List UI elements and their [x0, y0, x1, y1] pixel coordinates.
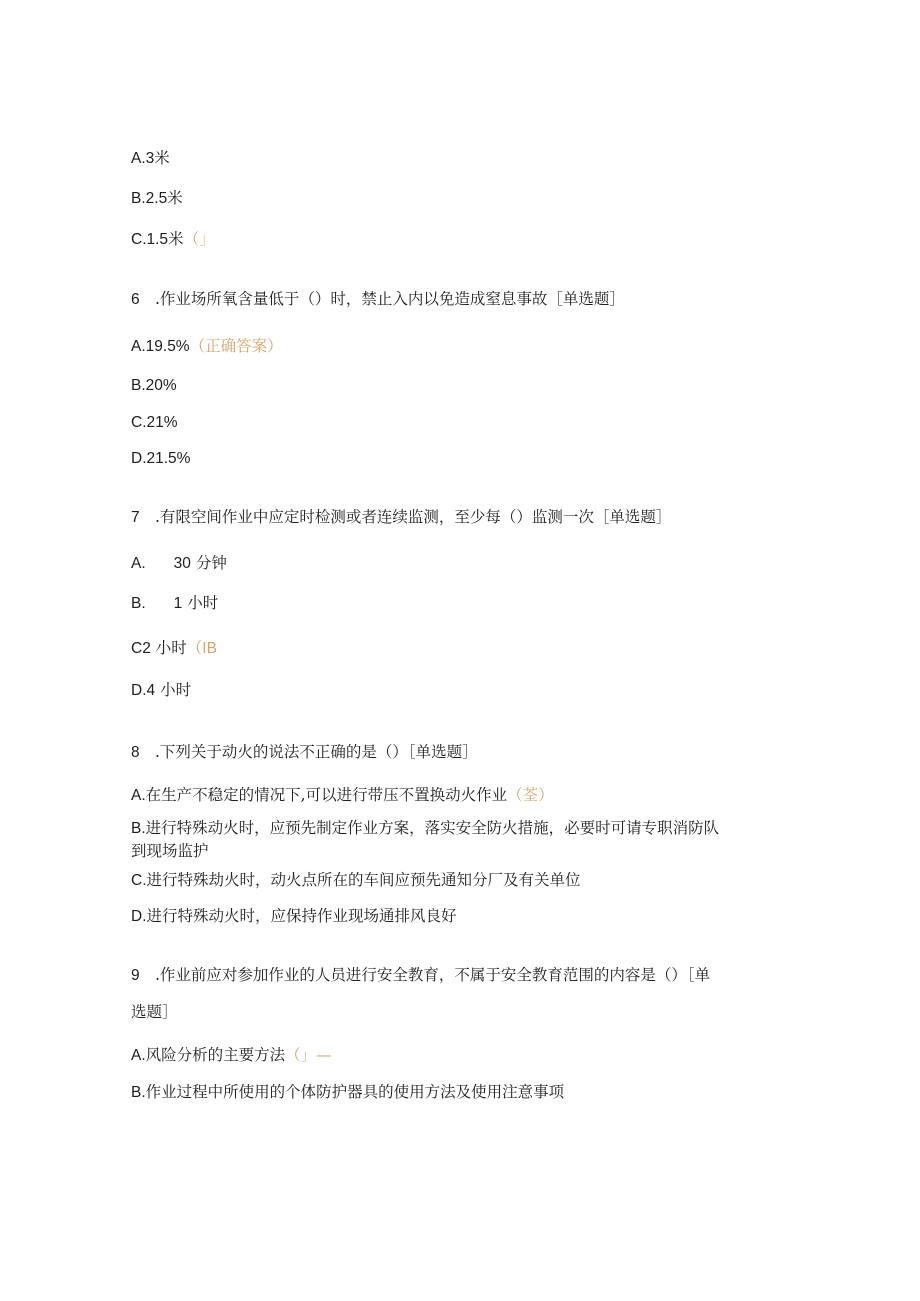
option-b-q8-cont: 到现场监护: [131, 842, 209, 860]
option-d-q7: D.4 小时: [131, 681, 192, 699]
option-a-q9: A.风险分析的主要方法（」—: [131, 1046, 332, 1064]
option-b-q6: B.20%: [131, 377, 177, 394]
question-9: 9 .作业前应对参加作业的人员进行安全教育，不属于安全教育范围的内容是（）［单: [131, 966, 711, 984]
option-c-q6: C.21%: [131, 414, 178, 431]
option-b-q9: B.作业过程中所使用的个体防护器具的使用方法及使用注意事项: [131, 1083, 565, 1101]
option-b-q5: B.2.5米: [131, 189, 183, 207]
option-b-q7: B. 1 小时: [131, 594, 219, 612]
option-a-q7: A. 30 分钟: [131, 554, 227, 572]
option-c-q7: C2 小时（IB: [131, 639, 217, 657]
question-7: 7 .有限空间作业中应定时检测或者连续监测，至少每（）监测一次［单选题］: [131, 508, 672, 526]
question-6: 6 .作业场所氧含量低于（）时，禁止入内以免造成窒息事故［单选题］: [131, 290, 625, 308]
answer-mark: （」: [183, 230, 215, 248]
answer-mark: （IB: [186, 640, 217, 657]
option-c-q8: C.进行特殊劫火时，动火点所在的车间应预先通知分厂及有关单位: [131, 871, 581, 889]
question-8: 8 .下列关于动火的说法不正确的是（）［单选题］: [131, 743, 478, 761]
option-b-q8: B.进行特殊动火时，应预先制定作业方案，落实安全防火措施，必要时可请专职消防队: [131, 819, 720, 837]
option-a-q8: A.在生产不稳定的情况下,可以进行带压不置换动火作业（荃）: [131, 786, 554, 804]
option-a-q5: A.3米: [131, 149, 170, 167]
answer-mark: （正确答案）: [189, 337, 283, 355]
option-d-q8: D.进行特殊动火时，应保持作业现场通排风良好: [131, 907, 457, 925]
question-9-cont: 选题］: [131, 1003, 178, 1021]
option-c-q5: C.1.5米（」: [131, 230, 215, 248]
answer-mark: （」—: [285, 1046, 332, 1064]
option-d-q6: D.21.5%: [131, 450, 191, 467]
answer-mark: （荃）: [507, 786, 554, 804]
option-a-q6: A.19.5%（正确答案）: [131, 337, 283, 355]
